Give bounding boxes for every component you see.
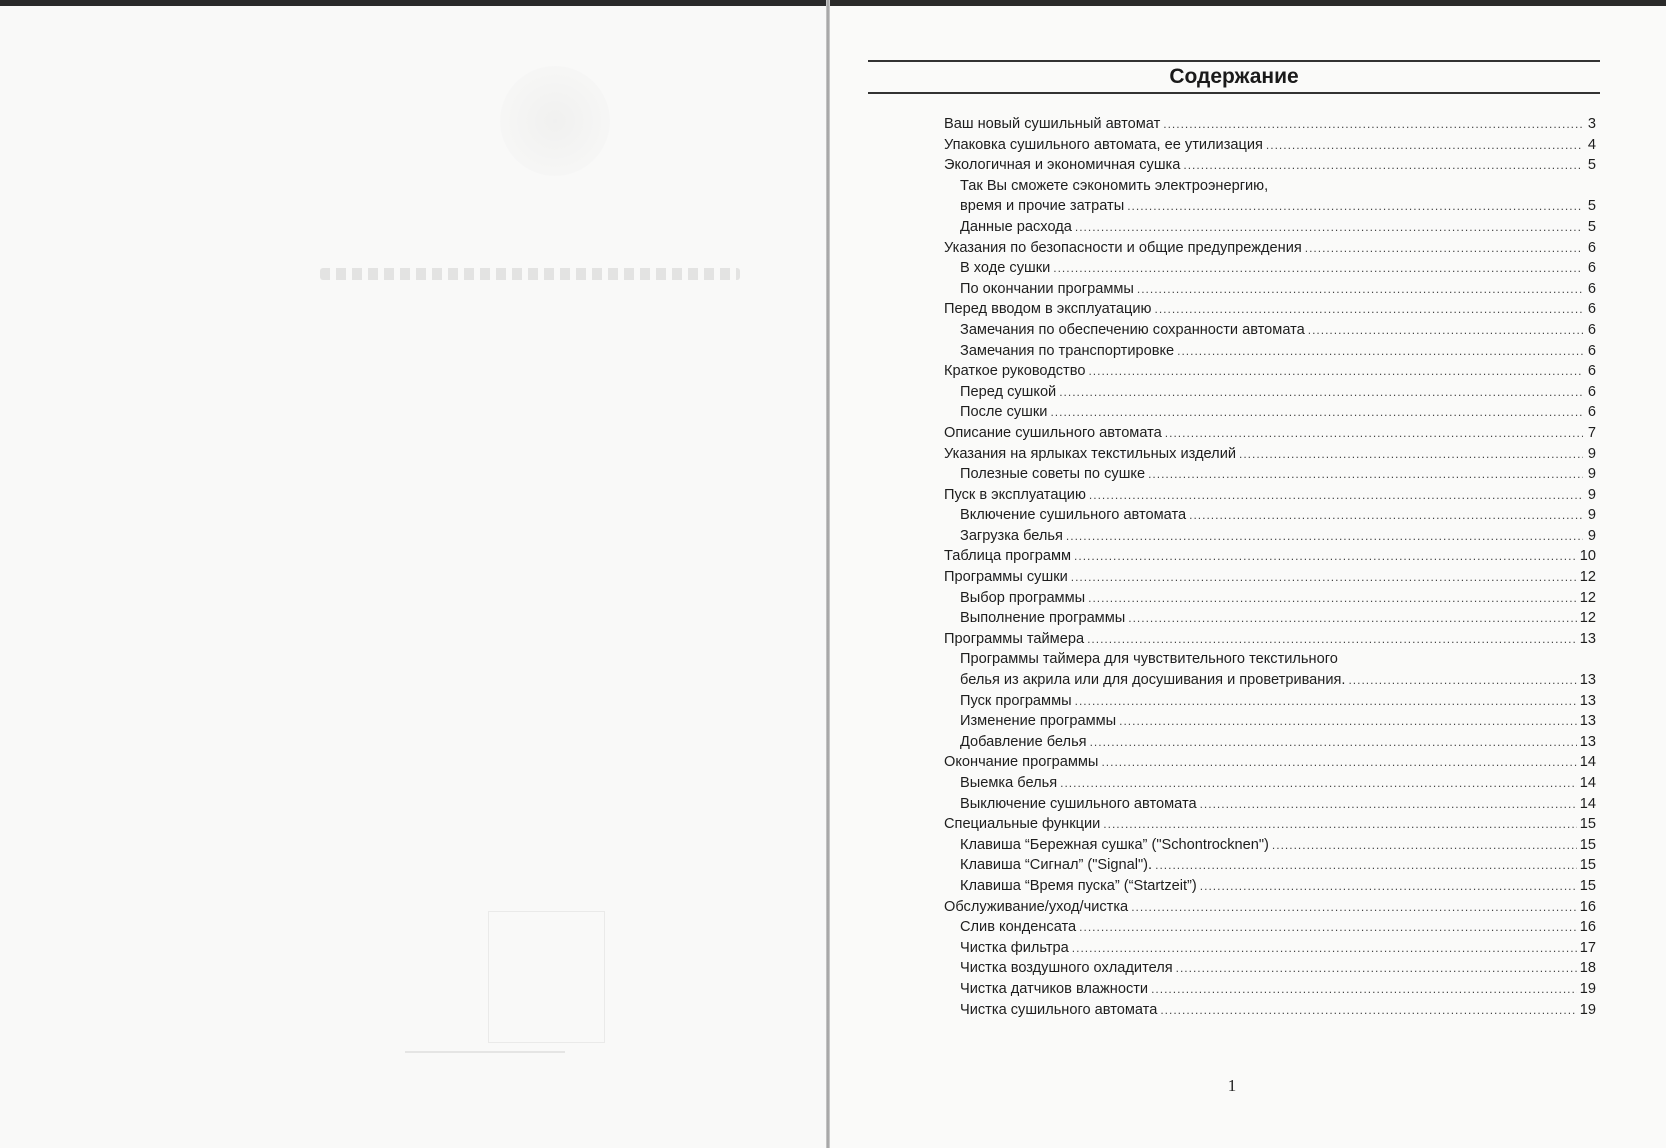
- toc-entry-label: Чистка сушильного автомата: [960, 1001, 1158, 1018]
- toc-entry: [944, 958, 1596, 979]
- toc-entry-page: 14: [1579, 795, 1596, 812]
- show-through-mark: [405, 1051, 565, 1053]
- toc-leader-dots: [1160, 1000, 1576, 1021]
- toc-entry-page: 6: [1587, 280, 1596, 297]
- toc-entry-label: Перед сушкой: [960, 383, 1057, 400]
- toc-entry-label: Обслуживание/уход/чистка: [944, 898, 1129, 915]
- toc-leader-dots: [1348, 670, 1576, 691]
- toc-leader-dots: [1305, 238, 1583, 259]
- toc-leader-dots: [1053, 258, 1583, 279]
- toc-entry: [944, 588, 1596, 609]
- toc-leader-dots: [1176, 958, 1577, 979]
- toc-entry-page: 7: [1587, 424, 1596, 441]
- toc-entry: [944, 444, 1596, 465]
- toc-entry-label: После сушки: [960, 404, 1048, 421]
- title-rule-bottom: [868, 92, 1600, 94]
- left-page: [0, 6, 826, 1148]
- toc-entry-label: Перед вводом в эксплуатацию: [944, 301, 1152, 318]
- toc-leader-dots: [1239, 444, 1583, 465]
- toc-entry: [944, 279, 1596, 300]
- toc-leader-dots: [1079, 917, 1577, 938]
- toc-entry-page: 6: [1587, 301, 1596, 318]
- toc-leader-dots: [1101, 752, 1576, 773]
- toc-entry-page: 16: [1579, 898, 1596, 915]
- toc-entry-label: Пуск программы: [960, 692, 1072, 709]
- toc-leader-dots: [1087, 629, 1577, 650]
- toc-entry: [944, 258, 1596, 279]
- toc-entry-page: 16: [1579, 919, 1596, 936]
- toc-entry-page: 13: [1579, 692, 1596, 709]
- toc-leader-dots: [1177, 341, 1583, 362]
- toc-entry-page: 13: [1579, 713, 1596, 730]
- toc-entry: [944, 464, 1596, 485]
- toc-leader-dots: [1089, 485, 1583, 506]
- toc-leader-dots: [1183, 155, 1583, 176]
- toc-leader-dots: [1200, 876, 1577, 897]
- toc-entry-page: 6: [1587, 239, 1596, 256]
- toc-leader-dots: [1088, 361, 1583, 382]
- toc-leader-dots: [1071, 567, 1577, 588]
- page-title: Содержание: [1169, 65, 1299, 88]
- toc-leader-dots: [1151, 979, 1577, 1000]
- toc-entry-page: 15: [1579, 816, 1596, 833]
- toc-entry-page: 6: [1587, 260, 1596, 277]
- toc-entry-label: Загрузка белья: [960, 527, 1063, 544]
- toc-entry-page: 5: [1587, 218, 1596, 235]
- toc-entry-label: Выемка белья: [960, 775, 1058, 791]
- toc-leader-dots: [1072, 938, 1577, 959]
- toc-entry-page: 17: [1579, 939, 1596, 956]
- toc-entry-label: Таблица программ: [944, 548, 1072, 565]
- toc-entry: [944, 361, 1596, 382]
- toc-leader-dots: [1075, 217, 1583, 238]
- toc-entry-label: Специальные функции: [944, 816, 1101, 833]
- toc-entry-label: Изменение программы: [960, 713, 1117, 730]
- toc-entry-page: 9: [1587, 445, 1596, 462]
- toc-leader-dots: [1060, 773, 1577, 794]
- toc-entry-page: 6: [1587, 363, 1596, 380]
- toc-entry: [944, 485, 1596, 506]
- toc-entry: [944, 299, 1596, 320]
- toc-entry-label: Так Вы сможете сэкономить электроэнергию,: [960, 177, 1269, 194]
- toc-leader-dots: [1155, 855, 1577, 876]
- toc-entry-label: Добавление белья: [960, 733, 1087, 750]
- toc-entry: [944, 238, 1596, 259]
- toc-entry-label: Клавиша “Сигнал” ("Signal").: [960, 857, 1153, 874]
- toc-entry: [944, 382, 1596, 403]
- toc-entry-page: 9: [1587, 527, 1596, 544]
- page-number: 1: [1227, 1076, 1237, 1095]
- toc-entry-label: Программы таймера: [944, 630, 1085, 647]
- toc-entry-label: Программы таймера для чувствительного текстильного: [960, 651, 1338, 668]
- toc-leader-dots: [1189, 505, 1583, 526]
- toc-entry-page: 9: [1587, 486, 1596, 503]
- toc-entry: [944, 567, 1596, 588]
- toc-entry: [944, 217, 1596, 238]
- show-through-mark: [488, 911, 605, 1043]
- toc-leader-dots: [1074, 546, 1577, 567]
- toc-entry: [944, 546, 1596, 567]
- toc-entry-page: 3: [1587, 116, 1596, 132]
- toc-entry-label: Указания по безопасности и общие предупреждения: [944, 239, 1302, 256]
- toc-leader-dots: [1266, 135, 1583, 156]
- toc-leader-dots: [1128, 608, 1577, 629]
- toc-entry: [944, 711, 1596, 732]
- toc-entry-page: 12: [1579, 569, 1596, 586]
- toc-entry-label: Данные расхода: [960, 218, 1072, 235]
- toc-entry-label: Ваш новый сушильный автомат: [944, 116, 1161, 132]
- toc-entry: [944, 196, 1596, 217]
- toc-leader-dots: [1066, 526, 1583, 547]
- toc-leader-dots: [1137, 279, 1583, 300]
- toc-entry-label: Чистка воздушного охладителя: [960, 960, 1173, 977]
- toc-entry-label: Пуск в эксплуатацию: [944, 486, 1086, 503]
- table-of-contents: [944, 114, 1596, 1020]
- toc-entry: [944, 155, 1596, 176]
- toc-entry: [944, 691, 1596, 712]
- toc-entry-page: 15: [1579, 857, 1596, 874]
- toc-entry-page: 19: [1579, 1001, 1596, 1018]
- toc-leader-dots: [1131, 897, 1577, 918]
- toc-entry: [944, 135, 1596, 156]
- toc-entry-page: 15: [1579, 877, 1596, 894]
- toc-entry-label: Окончание программы: [944, 754, 1099, 771]
- toc-entry: [944, 320, 1596, 341]
- toc-entry-label: Замечания по транспортировке: [960, 342, 1175, 359]
- toc-entry: [944, 649, 1596, 670]
- toc-entry-label: Включение сушильного автомата: [960, 507, 1187, 524]
- show-through-mark: [320, 268, 740, 280]
- toc-entry-label: белья из акрила или для досушивания и проветривания.: [960, 672, 1346, 689]
- toc-entry: [944, 526, 1596, 547]
- toc-entry-label: Указания на ярлыках текстильных изделий: [944, 445, 1237, 462]
- toc-entry: [944, 835, 1596, 856]
- toc-leader-dots: [1200, 794, 1577, 815]
- toc-entry-page: 6: [1587, 321, 1596, 338]
- toc-leader-dots: [1090, 732, 1577, 753]
- toc-entry-label: Слив конденсата: [960, 919, 1077, 936]
- toc-entry: [944, 938, 1596, 959]
- toc-entry-label: время и прочие затраты: [960, 198, 1125, 215]
- toc-entry: [944, 114, 1596, 135]
- toc-entry-page: 14: [1579, 754, 1596, 771]
- toc-entry-label: Краткое руководство: [944, 363, 1086, 380]
- toc-entry-page: 18: [1579, 960, 1596, 977]
- toc-leader-dots: [1075, 691, 1577, 712]
- toc-leader-dots: [1103, 814, 1576, 835]
- toc-leader-dots: [1127, 196, 1583, 217]
- toc-leader-dots: [1154, 299, 1583, 320]
- toc-entry-label: Упаковка сушильного автомата, ее утилизация: [944, 136, 1263, 153]
- toc-leader-dots: [1088, 588, 1577, 609]
- toc-entry-page: 9: [1587, 466, 1596, 483]
- toc-entry-page: 10: [1579, 548, 1596, 565]
- toc-entry: [944, 732, 1596, 753]
- toc-entry: [944, 814, 1596, 835]
- toc-entry-page: 4: [1587, 136, 1596, 153]
- toc-entry-label: Чистка фильтра: [960, 939, 1069, 956]
- toc-entry-page: 5: [1587, 157, 1596, 174]
- toc-entry-label: Описание сушильного автомата: [944, 424, 1162, 441]
- toc-entry-label: Экологичная и экономичная сушка: [944, 157, 1181, 174]
- toc-entry: [944, 423, 1596, 444]
- toc-leader-dots: [1272, 835, 1577, 856]
- toc-entry-page: 6: [1587, 383, 1596, 400]
- toc-leader-dots: [1050, 402, 1583, 423]
- toc-entry-page: 13: [1579, 672, 1596, 689]
- toc-entry-page: 15: [1579, 836, 1596, 853]
- toc-leader-dots: [1308, 320, 1583, 341]
- toc-entry: [944, 341, 1596, 362]
- toc-entry: [944, 505, 1596, 526]
- toc-entry: [944, 773, 1596, 794]
- toc-leader-dots: [1165, 423, 1583, 444]
- toc-entry-label: Замечания по обеспечению сохранности автомата: [960, 321, 1305, 338]
- toc-entry-page: 5: [1587, 198, 1596, 215]
- toc-entry: [944, 1000, 1596, 1021]
- toc-entry: [944, 979, 1596, 1000]
- toc-entry-label: Выключение сушильного автомата: [960, 795, 1197, 812]
- toc-entry: [944, 876, 1596, 897]
- toc-entry: [944, 917, 1596, 938]
- toc-entry: [944, 752, 1596, 773]
- toc-entry: [944, 794, 1596, 815]
- toc-leader-dots: [1163, 114, 1583, 135]
- toc-entry-label: Выполнение программы: [960, 610, 1126, 627]
- toc-entry-label: Клавиша “Бережная сушка” ("Schontrocknen"): [960, 836, 1269, 853]
- toc-entry: [944, 855, 1596, 876]
- toc-entry: [944, 608, 1596, 629]
- toc-entry-page: 12: [1579, 589, 1596, 606]
- toc-entry: [944, 402, 1596, 423]
- toc-entry: [944, 897, 1596, 918]
- toc-entry-page: 12: [1579, 610, 1596, 627]
- toc-entry-label: По окончании программы: [960, 280, 1134, 297]
- toc-entry-page: 6: [1587, 342, 1596, 359]
- show-through-mark: [500, 66, 610, 176]
- toc-entry: [944, 629, 1596, 650]
- toc-entry-label: В ходе сушки: [960, 260, 1051, 277]
- toc-entry-page: 9: [1587, 507, 1596, 524]
- toc-entry-label: Полезные советы по сушке: [960, 466, 1146, 483]
- toc-entry-label: Клавиша “Время пуска” (“Startzeit”): [960, 877, 1197, 894]
- toc-entry: [944, 176, 1596, 197]
- toc-leader-dots: [1119, 711, 1577, 732]
- toc-entry-label: Программы сушки: [944, 569, 1068, 586]
- toc-entry-page: 14: [1579, 775, 1596, 791]
- toc-entry-page: 13: [1579, 630, 1596, 647]
- toc-leader-dots: [1059, 382, 1583, 403]
- toc-entry: [944, 670, 1596, 691]
- toc-entry-page: 13: [1579, 733, 1596, 750]
- toc-entry-label: Чистка датчиков влажности: [960, 980, 1149, 997]
- toc-leader-dots: [1148, 464, 1583, 485]
- toc-entry-page: 6: [1587, 404, 1596, 421]
- toc-entry-label: Выбор программы: [960, 589, 1086, 606]
- toc-entry-page: 19: [1579, 980, 1596, 997]
